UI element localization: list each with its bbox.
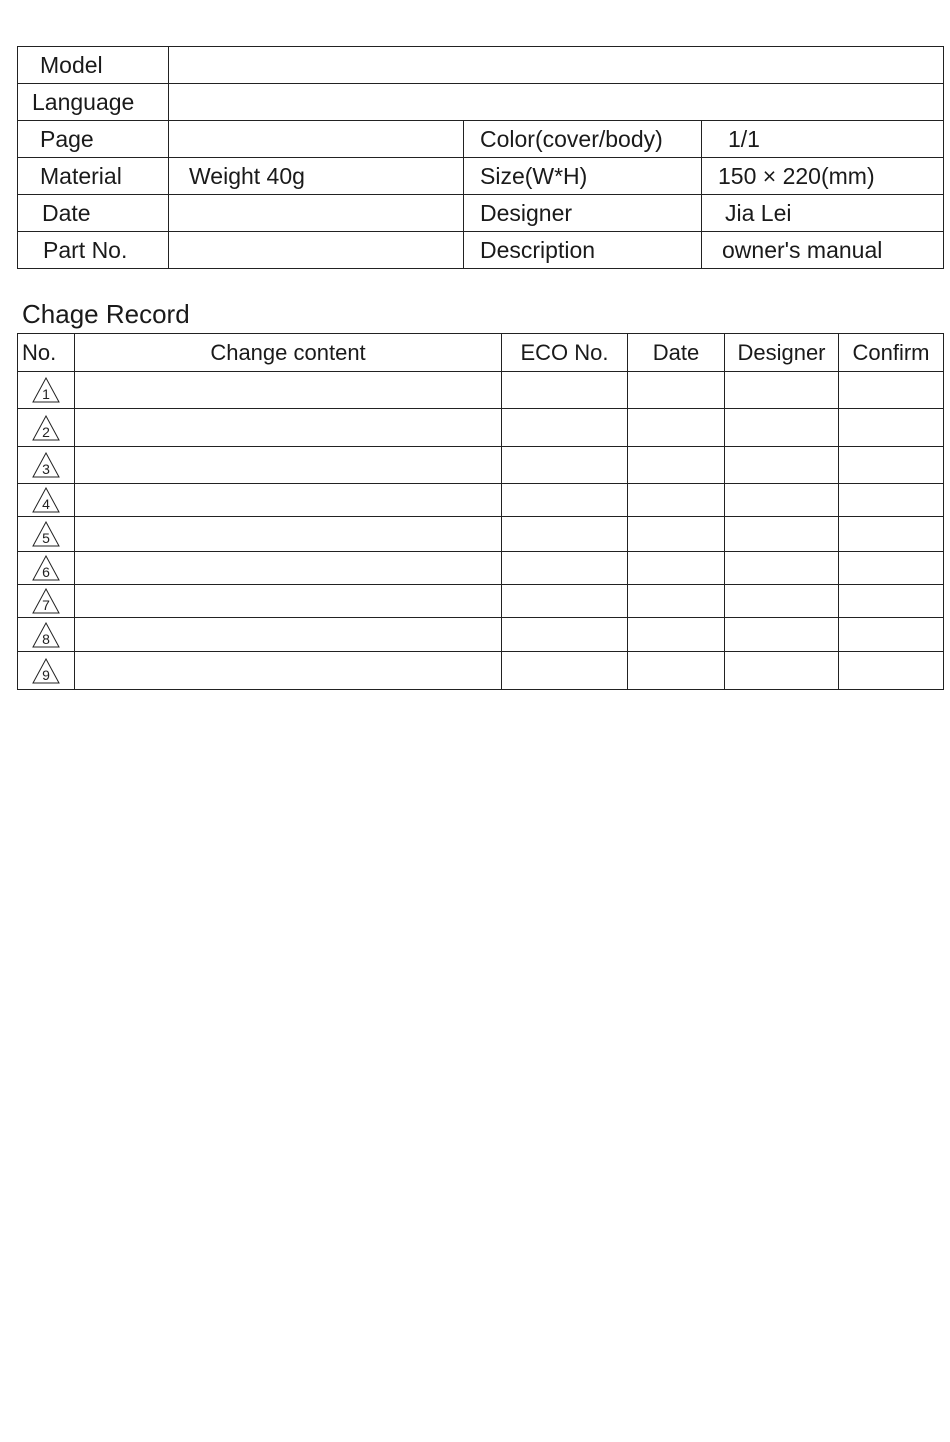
designer-cell bbox=[725, 409, 839, 447]
eco-no-cell bbox=[502, 618, 628, 652]
revision-number-cell bbox=[18, 585, 75, 618]
revision-triangle-icon bbox=[32, 487, 60, 513]
model-label: Model bbox=[18, 47, 169, 84]
designer-cell bbox=[725, 585, 839, 618]
designer-cell bbox=[725, 652, 839, 690]
page-value bbox=[169, 121, 464, 158]
confirm-cell bbox=[839, 409, 944, 447]
spec-table bbox=[17, 46, 944, 269]
page-label: Page bbox=[18, 121, 169, 158]
change-content-cell bbox=[75, 585, 502, 618]
revision-number-cell bbox=[18, 552, 75, 585]
size-value: 150 × 220(mm) bbox=[702, 158, 944, 195]
revision-number-cell bbox=[18, 372, 75, 409]
date-cell bbox=[628, 585, 725, 618]
part-no-label: Part No. bbox=[18, 232, 169, 269]
confirm-cell bbox=[839, 484, 944, 517]
table-row bbox=[18, 585, 944, 618]
date-cell bbox=[628, 517, 725, 552]
revision-number-cell bbox=[18, 409, 75, 447]
eco-no-cell bbox=[502, 447, 628, 484]
revision-number: 2 bbox=[42, 423, 50, 440]
revision-triangle-icon bbox=[32, 452, 60, 478]
date-cell bbox=[628, 552, 725, 585]
color-label: Color(cover/body) bbox=[464, 121, 702, 158]
revision-triangle-icon bbox=[32, 658, 60, 684]
date-cell bbox=[628, 409, 725, 447]
confirm-cell bbox=[839, 372, 944, 409]
confirm-cell bbox=[839, 517, 944, 552]
size-label: Size(W*H) bbox=[464, 158, 702, 195]
table-row bbox=[18, 447, 944, 484]
change-content-cell bbox=[75, 517, 502, 552]
header-designer: Designer bbox=[725, 334, 839, 372]
language-value bbox=[169, 84, 944, 121]
header-date: Date bbox=[628, 334, 725, 372]
model-row bbox=[18, 47, 944, 84]
confirm-cell bbox=[839, 552, 944, 585]
designer-label: Designer bbox=[464, 195, 702, 232]
description-value: owner's manual bbox=[702, 232, 944, 269]
color-value: 1/1 bbox=[702, 121, 944, 158]
change-record-header bbox=[18, 334, 944, 372]
material-row bbox=[18, 158, 944, 195]
date-cell bbox=[628, 447, 725, 484]
confirm-cell bbox=[839, 618, 944, 652]
change-record-title: Chage Record bbox=[22, 299, 190, 329]
date-value bbox=[169, 195, 464, 232]
revision-triangle-icon bbox=[32, 555, 60, 581]
page-row bbox=[18, 121, 944, 158]
designer-cell bbox=[725, 618, 839, 652]
date-label: Date bbox=[18, 195, 169, 232]
material-value: Weight 40g bbox=[169, 158, 464, 195]
revision-number-cell bbox=[18, 517, 75, 552]
revision-number: 7 bbox=[42, 597, 50, 613]
confirm-cell bbox=[839, 447, 944, 484]
change-content-cell bbox=[75, 372, 502, 409]
revision-number: 6 bbox=[42, 564, 50, 580]
revision-triangle-icon bbox=[32, 521, 60, 547]
revision-number-cell bbox=[18, 484, 75, 517]
revision-number-cell bbox=[18, 447, 75, 484]
model-value bbox=[169, 47, 944, 84]
revision-number: 5 bbox=[42, 530, 50, 546]
language-label: Language bbox=[18, 84, 169, 121]
table-row bbox=[18, 552, 944, 585]
designer-cell bbox=[725, 552, 839, 585]
change-record-rows bbox=[18, 372, 944, 690]
revision-triangle-icon bbox=[32, 622, 60, 648]
change-record-table bbox=[17, 333, 944, 690]
eco-no-cell bbox=[502, 585, 628, 618]
date-cell bbox=[628, 652, 725, 690]
date-cell bbox=[628, 372, 725, 409]
eco-no-cell bbox=[502, 517, 628, 552]
header-no: No. bbox=[18, 334, 75, 372]
table-row bbox=[18, 409, 944, 447]
change-content-cell bbox=[75, 409, 502, 447]
header-confirm: Confirm bbox=[839, 334, 944, 372]
revision-number: 4 bbox=[42, 496, 50, 512]
table-row bbox=[18, 618, 944, 652]
header-change-content: Change content bbox=[75, 334, 502, 372]
revision-number-cell bbox=[18, 618, 75, 652]
date-row bbox=[18, 195, 944, 232]
eco-no-cell bbox=[502, 372, 628, 409]
designer-cell bbox=[725, 484, 839, 517]
revision-number: 9 bbox=[42, 666, 50, 683]
table-row bbox=[18, 372, 944, 409]
confirm-cell bbox=[839, 652, 944, 690]
table-row bbox=[18, 484, 944, 517]
language-row bbox=[18, 84, 944, 121]
change-content-cell bbox=[75, 552, 502, 585]
change-content-cell bbox=[75, 484, 502, 517]
eco-no-cell bbox=[502, 652, 628, 690]
header-eco-no: ECO No. bbox=[502, 334, 628, 372]
designer-cell bbox=[725, 447, 839, 484]
date-cell bbox=[628, 618, 725, 652]
confirm-cell bbox=[839, 585, 944, 618]
description-label: Description bbox=[464, 232, 702, 269]
revision-triangle-icon bbox=[32, 415, 60, 441]
table-row bbox=[18, 652, 944, 690]
date-cell bbox=[628, 484, 725, 517]
part-no-row bbox=[18, 232, 944, 269]
designer-value: Jia Lei bbox=[702, 195, 944, 232]
eco-no-cell bbox=[502, 552, 628, 585]
revision-triangle-icon bbox=[32, 588, 60, 614]
part-no-value bbox=[169, 232, 464, 269]
change-content-cell bbox=[75, 618, 502, 652]
revision-number: 3 bbox=[42, 461, 50, 477]
table-row bbox=[18, 517, 944, 552]
revision-number: 1 bbox=[42, 386, 50, 402]
designer-cell bbox=[725, 517, 839, 552]
eco-no-cell bbox=[502, 409, 628, 447]
revision-triangle-icon bbox=[32, 377, 60, 403]
material-label: Material bbox=[18, 158, 169, 195]
revision-number: 8 bbox=[42, 630, 50, 647]
change-content-cell bbox=[75, 447, 502, 484]
change-content-cell bbox=[75, 652, 502, 690]
revision-number-cell bbox=[18, 652, 75, 690]
eco-no-cell bbox=[502, 484, 628, 517]
designer-cell bbox=[725, 372, 839, 409]
